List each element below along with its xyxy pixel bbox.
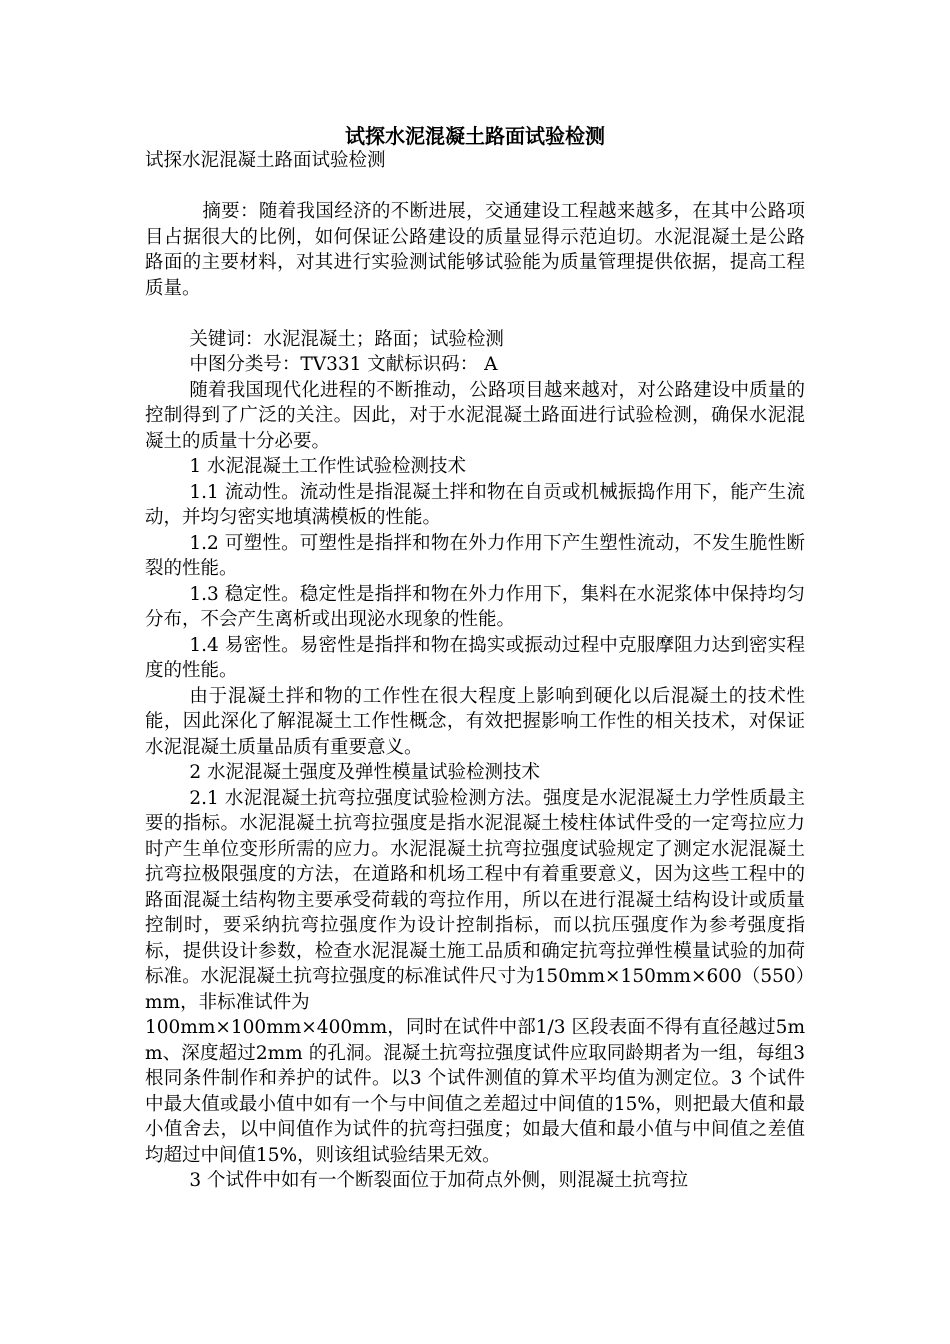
abstract-paragraph: 摘要：随着我国经济的不断进展，交通建设工程越来越多，在其中公路项目占据很大的比例，如何保证公路建设的质量显得示范迫切。水泥混凝土是公路路面的主要材料，对其进行实验测试能够试验能为质量管理提供依据，提高工程质量。	[145, 201, 805, 299]
section-1-summary: 由于混凝土拌和物的工作性在很大程度上影响到硬化以后混凝土的技术性能，因此深化了解混凝土工作性概念，有效把握影响工作性的相关技术，对保证水泥混凝土质量品质有重要意义。	[145, 685, 805, 758]
document-body	[145, 148, 805, 1194]
keywords-line: 关键词：水泥混凝土；路面；试验检测	[189, 328, 504, 350]
paragraph-1-4: 1.4 易密性。易密性是指拌和物在捣实或振动过程中克服摩阻力达到密实程度的性能。	[145, 634, 805, 681]
paragraph-1-3: 1.3 稳定性。稳定性是指拌和物在外力作用下，集料在水泥浆体中保持均匀分布，不会产生离析或出现泌水现象的性能。	[145, 583, 805, 630]
blank-line	[145, 301, 805, 327]
paragraph-2-1: 2.1 水泥混凝土抗弯拉强度试验检测方法。强度是水泥混凝土力学性质最主要的指标。水泥混凝土抗弯拉强度是指水泥混凝土棱柱体试件受的一定弯拉应力时产生单位变形所需的应力。水泥混凝土抗弯拉强度试验规定了测定水泥混凝土抗弯拉极限强度的方法，在道路和机场工程中有着重要意义，因为这些工程中的路面混凝土结构物主要承受荷载的弯拉作用，所以在进行混凝土结构设计或质量控制时，要采纳抗弯拉强度作为设计控制指标，而以抗压强度作为参考强度指标，提供设计参数，检查水泥混凝土施工品质和确定抗弯拉弹性模量试验的加荷标准。水泥混凝土抗弯拉强度的标准试件尺寸为150mm×150mm×600（550）mm，非标准试件为	[145, 787, 805, 1013]
paragraph-1-1: 1.1 流动性。流动性是指混凝土拌和物在自贡或机械振捣作用下，能产生流动，并均匀密实地填满模板的性能。	[145, 481, 805, 528]
paragraph-2-1-tail: 3 个试件中如有一个断裂面位于加荷点外侧，则混凝土抗弯拉	[189, 1170, 689, 1191]
section-2-heading: 2 水泥混凝土强度及弹性模量试验检测技术	[189, 762, 541, 783]
document-subtitle: 试探水泥混凝土路面试验检测	[145, 150, 386, 171]
classification-line: 中图分类号：TV331 文献标识码： A	[189, 354, 498, 375]
section-1-heading: 1 水泥混凝土工作性试验检测技术	[189, 456, 467, 477]
paragraph-2-1-continued: 100mm×100mm×400mm，同时在试件中部1/3 区段表面不得有直径越过5mm、深度超过2mm 的孔洞。混凝土抗弯拉强度试件应取同龄期者为一组，每组3 根同条件制作和养护的试件。以3 个试件测值的算术平均值为测定位。3 个试件中最大值或最小值中如有一个与中间值之差超过中间值的15%，则把最大值和最小值舍去，以中间值作为试件的抗弯扫强度；如最大值和最小值与中间值之差值均超过中间值15%，则该组试验结果无效。	[145, 1017, 805, 1166]
blank-line	[145, 174, 805, 200]
paragraph-1-2: 1.2 可塑性。可塑性是指拌和物在外力作用下产生塑性流动，不发生脆性断裂的性能。	[145, 532, 805, 579]
document-title: 试探水泥混凝土路面试验检测	[345, 124, 605, 148]
intro-paragraph: 随着我国现代化进程的不断推动，公路项目越来越对，对公路建设中质量的控制得到了广泛的关注。因此，对于水泥混凝土路面进行试验检测，确保水泥混凝土的质量十分必要。	[145, 379, 805, 452]
